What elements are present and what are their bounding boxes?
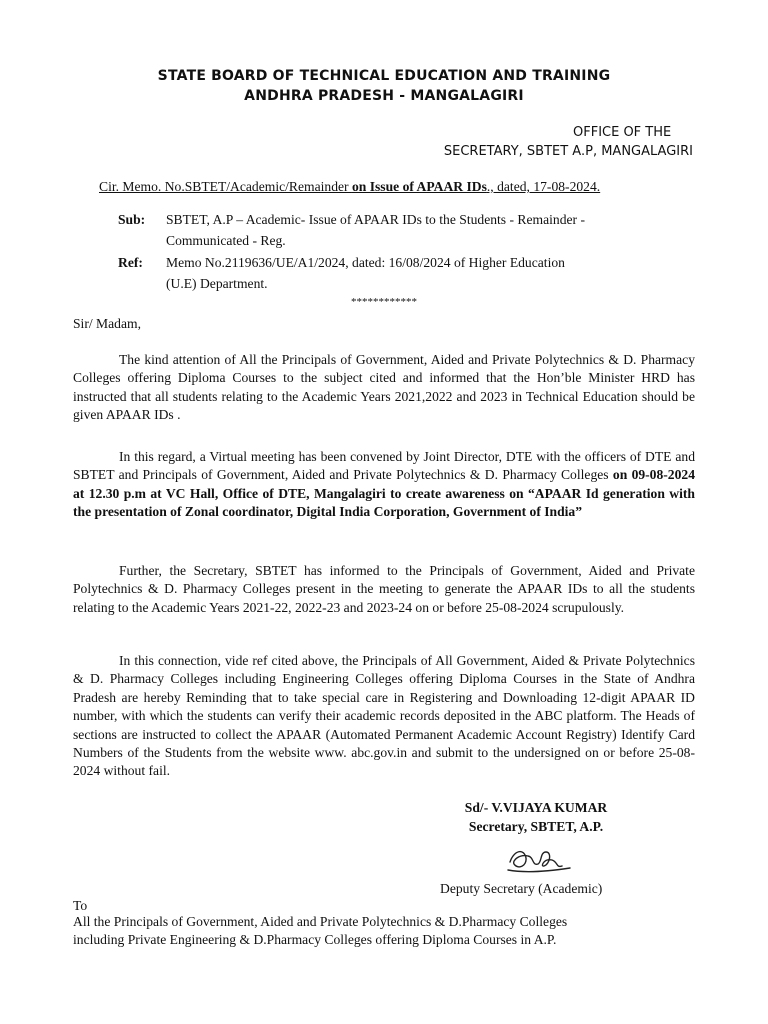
paragraph-3: Further, the Secretary, SBTET has informed to the Principals of Government, Aided and Private Polytechnics & D. Pharmacy Colleges present in the meeting to generate the APAAR IDs to all the students relating to the Academic Years 2021-22, 2022-23 and 2023-24 on or before 25-08-2024 scrupulously. <box>73 563 695 615</box>
paragraph-2-text: In this regard, a Virtual meeting has been convened by Joint Director, DTE with the officers of DTE and SBTET and Principals of Government, Aided and Private Polytechnics & D. Pharmacy Colleges <box>73 449 695 483</box>
board-location: ANDHRA PRADESH - MANGALAGIRI <box>244 88 524 104</box>
board-title: STATE BOARD OF TECHNICAL EDUCATION AND TRAINING <box>157 68 611 84</box>
reference-line-1: Memo No.2119636/UE/A1/2024, dated: 16/08/2024 of Higher Education <box>166 255 565 270</box>
deputy-secretary: Deputy Secretary (Academic) <box>440 881 603 896</box>
office-line-1: OFFICE OF THE <box>573 125 672 140</box>
subject-label: Sub: <box>118 212 146 227</box>
memo-bold: on Issue of APAAR IDs <box>351 179 487 194</box>
signatory-title: Secretary, SBTET, A.P. <box>468 819 604 834</box>
memo-number <box>99 178 600 196</box>
office-line-2: SECRETARY, SBTET A.P, MANGALAGIRI <box>443 144 693 159</box>
to-label: To <box>73 898 88 913</box>
paragraph-4: In this connection, vide ref cited above, the Principals of All Government, Aided & Private Polytechnics & D. Pharmacy Colleges including Engineering Colleges offering Diploma Courses in the State of Andhra Pradesh are hereby Reminding that to take special care in Registering and Downloading 12-digit APAAR ID number, with which the students can verify their academic records deposited in the ABC platform. The Heads of sections are instructed to collect the APAAR (Automated Permanent Academic Account Registry) Identify Card Numbers of the Students from the website www. abc.gov.in and submit to the undersigned on or before 25-08-2024 without fail. <box>73 653 695 779</box>
paragraph-1: The kind attention of All the Principals of Government, Aided and Private Polytechnics & D. Pharmacy Colleges offering Diploma Courses to the subject cited and informed that the Hon’ble Minister HRD has instructed that all students relating to the Academic Years 2021,2022 and 2023 in Technical Education should be given APAAR IDs . <box>73 352 695 423</box>
signatory-name: Sd/- V.VIJAYA KUMAR <box>464 800 608 815</box>
subject-line-1: SBTET, A.P – Academic- Issue of APAAR IDs to the Students - Remainder - <box>166 212 585 227</box>
reference-line-2: (U.E) Department. <box>166 276 268 291</box>
recipients-line-2: including Private Engineering & D.Pharmacy Colleges offering Diploma Courses in A.P. <box>73 932 557 947</box>
salutation: Sir/ Madam, <box>73 316 141 331</box>
paragraph-2-bold: on 09-08-2024 at 12.30 p.m at VC Hall, Office of DTE, Mangalagiri to create awareness on “APAAR Id generation with the presentation of Zonal coordinator, Digital India Corporation, Government of India” <box>73 467 695 520</box>
subject-line-2: Communicated - Reg. <box>166 233 286 248</box>
memo-prefix: Cir. Memo. No.SBTET/Academic/Remainder <box>99 179 352 194</box>
paragraph-2 <box>73 448 695 522</box>
reference-label: Ref: <box>118 255 143 270</box>
memo-suffix: ., dated, 17-08-2024. <box>486 179 601 194</box>
recipients-line-1: All the Principals of Government, Aided and Private Polytechnics & D.Pharmacy Colleges <box>73 914 568 929</box>
separator: ************ <box>351 296 417 308</box>
handwritten-signature <box>500 840 580 878</box>
